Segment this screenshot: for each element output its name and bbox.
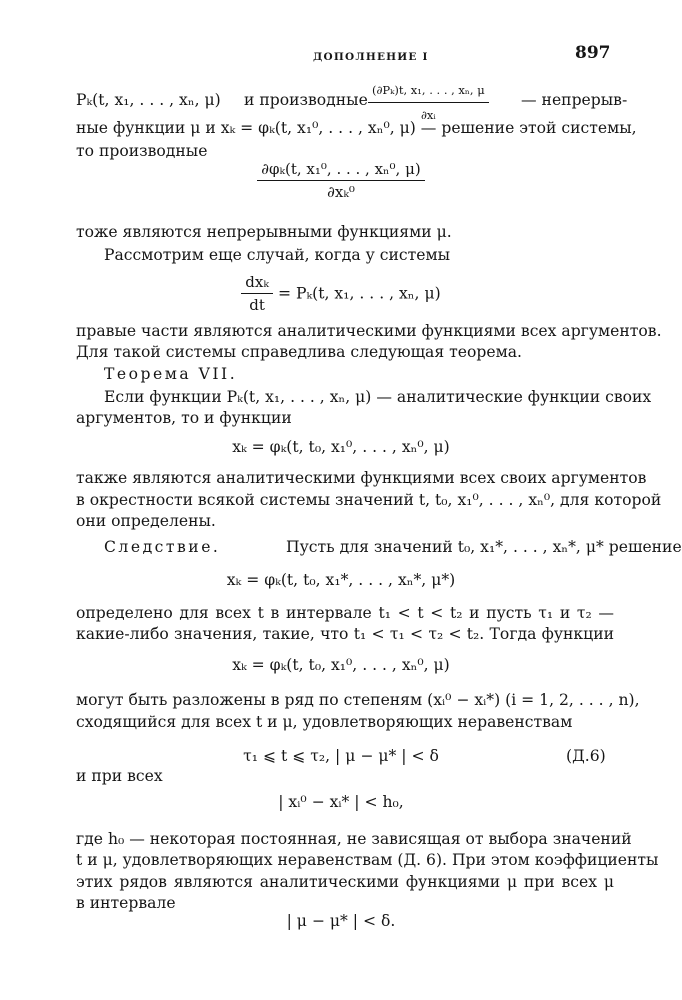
text-line-13: Пусть для значений t₀, x₁*, . . . , xₙ*, μ* решение xyxy=(286,538,682,556)
text-line-12: они определены. xyxy=(76,512,216,530)
formula-1-numerator: ∂φₖ(t, x₁⁰, . . . , xₙ⁰, μ) xyxy=(257,160,424,181)
inline-fraction-denominator: ∂xᵢ xyxy=(420,108,436,122)
formula-2-numerator: dxₖ xyxy=(241,273,273,294)
text-line-22: в интервале xyxy=(76,894,176,912)
page-number: 897 xyxy=(575,43,611,63)
text-line-1-words: и производные xyxy=(244,91,368,109)
display-formula-4: xₖ = φₖ(t, t₀, x₁*, . . . , xₙ*, μ*) xyxy=(226,571,456,589)
display-formula-3: xₖ = φₖ(t, t₀, x₁⁰, . . . , xₙ⁰, μ) xyxy=(232,438,450,456)
display-formula-1 xyxy=(0,160,682,201)
text-line-19: где h₀ — некоторая постоянная, не зависящая от выбора значений xyxy=(76,830,632,848)
text-line-20: t и μ, удовлетворяющих неравенствам (Д. 6). При этом коэффициенты xyxy=(76,851,659,869)
formula-2-denominator: dt xyxy=(249,296,265,314)
formula-2-rhs: = Pₖ(t, x₁, . . . , xₙ, μ) xyxy=(277,284,441,303)
display-formula-5: xₖ = φₖ(t, t₀, x₁⁰, . . . , xₙ⁰, μ) xyxy=(232,656,450,674)
text-line-18: и при всех xyxy=(76,767,163,785)
text-line-17: сходящийся для всех t и μ, удовлетворяющих неравенствам xyxy=(76,713,573,731)
text-line-2: ные функции μ и xₖ = φₖ(t, x₁⁰, . . . , xₙ⁰, μ) — решение этой системы, xyxy=(76,119,637,137)
theorem-heading: Теорема VII. xyxy=(104,365,238,383)
text-line-6: правые части являются аналитическими функциями всех аргументов. xyxy=(76,322,662,340)
text-line-7: Для такой системы справедлива следующая теорема. xyxy=(76,343,522,361)
text-line-21: этих рядов являются аналитическими функциями μ при всех μ xyxy=(76,873,614,891)
text-line-11: в окрестности всякой системы значений t, t₀, x₁⁰, . . . , xₙ⁰, для которой xyxy=(76,491,662,509)
text-line-14: определено для всех t в интервале t₁ < t < t₂ и пусть τ₁ и τ₂ — xyxy=(76,604,614,622)
text-line-15: какие-либо значения, такие, что t₁ < τ₁ < τ₂ < t₂. Тогда функции xyxy=(76,625,614,643)
text-line-9: аргументов, то и функции xyxy=(76,409,292,427)
text-line-1-end: — непрерыв- xyxy=(521,91,628,109)
text-line-4: тоже являются непрерывными функциями μ. xyxy=(76,223,452,241)
inline-fraction-numerator: (∂Pₖ)t, x₁, . . . , xₙ, μ xyxy=(368,80,489,103)
running-header: ДОПОЛНЕНИЕ I xyxy=(313,51,429,63)
text-line-8: Если функции Pₖ(t, x₁, . . . , xₙ, μ) — аналитические функции своих xyxy=(104,388,652,406)
equation-label: (Д.6) xyxy=(566,747,606,765)
display-formula-6: τ₁ ⩽ t ⩽ τ₂, | μ − μ* | < δ xyxy=(243,747,439,765)
corollary-heading: Следствие. xyxy=(104,538,221,556)
text-line-3: то производные xyxy=(76,142,208,160)
text-line-10: также являются аналитическими функциями всех своих аргументов xyxy=(76,469,647,487)
text-line-1-formula: Pₖ(t, x₁, . . . , xₙ, μ) xyxy=(76,91,221,109)
text-line-5: Рассмотрим еще случай, когда у системы xyxy=(104,246,451,264)
display-formula-2 xyxy=(0,273,682,314)
text-line-16: могут быть разложены в ряд по степеням (xᵢ⁰ − xᵢ*) (i = 1, 2, . . . , n), xyxy=(76,691,640,709)
display-formula-8: | μ − μ* | < δ. xyxy=(286,912,396,930)
display-formula-7: | xᵢ⁰ − xᵢ* | < h₀, xyxy=(278,793,404,811)
formula-1-denominator: ∂xₖ⁰ xyxy=(327,183,355,201)
